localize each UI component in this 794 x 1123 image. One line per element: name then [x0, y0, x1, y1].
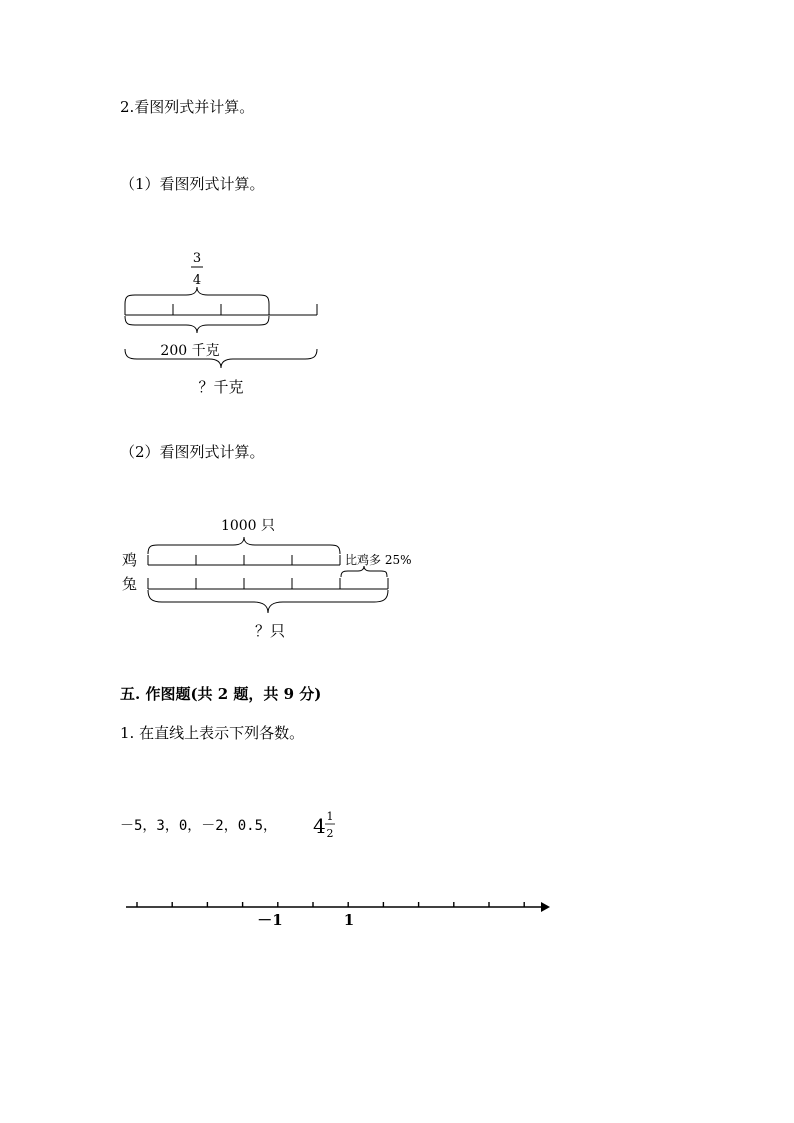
mixed-denominator: 2 [326, 827, 334, 840]
axis-label-pos1: 1 [343, 911, 355, 929]
row2-label: 兔 [122, 575, 138, 593]
part2-heading: （2）看图列式计算。 [120, 443, 265, 461]
mixed-numerator: 1 [326, 810, 334, 823]
top-label: 1000 只 [220, 518, 276, 534]
total-unknown-label: ？只 [254, 622, 286, 640]
extra-label: 比鸡多 25% [345, 553, 412, 567]
fraction-denominator: 4 [192, 273, 202, 288]
numbers-list: －5，3，0，－2，0.5， [120, 818, 278, 834]
question-title: 2.看图列式并计算。 [120, 98, 255, 116]
mixed-whole: 4 [313, 814, 326, 838]
unknown-label: ？千克 [198, 378, 244, 396]
known-label: 200 千克 [160, 343, 220, 359]
section-title: 五. 作图题(共 2 题，共 9 分) [120, 685, 322, 703]
question1-title: 1. 在直线上表示下列各数。 [120, 724, 305, 742]
part1-heading: （1）看图列式计算。 [120, 175, 265, 193]
axis-arrow [541, 902, 550, 912]
axis-label-neg1: －1 [257, 911, 283, 929]
fraction-numerator: 3 [192, 251, 202, 266]
row1-label: 鸡 [122, 551, 138, 569]
